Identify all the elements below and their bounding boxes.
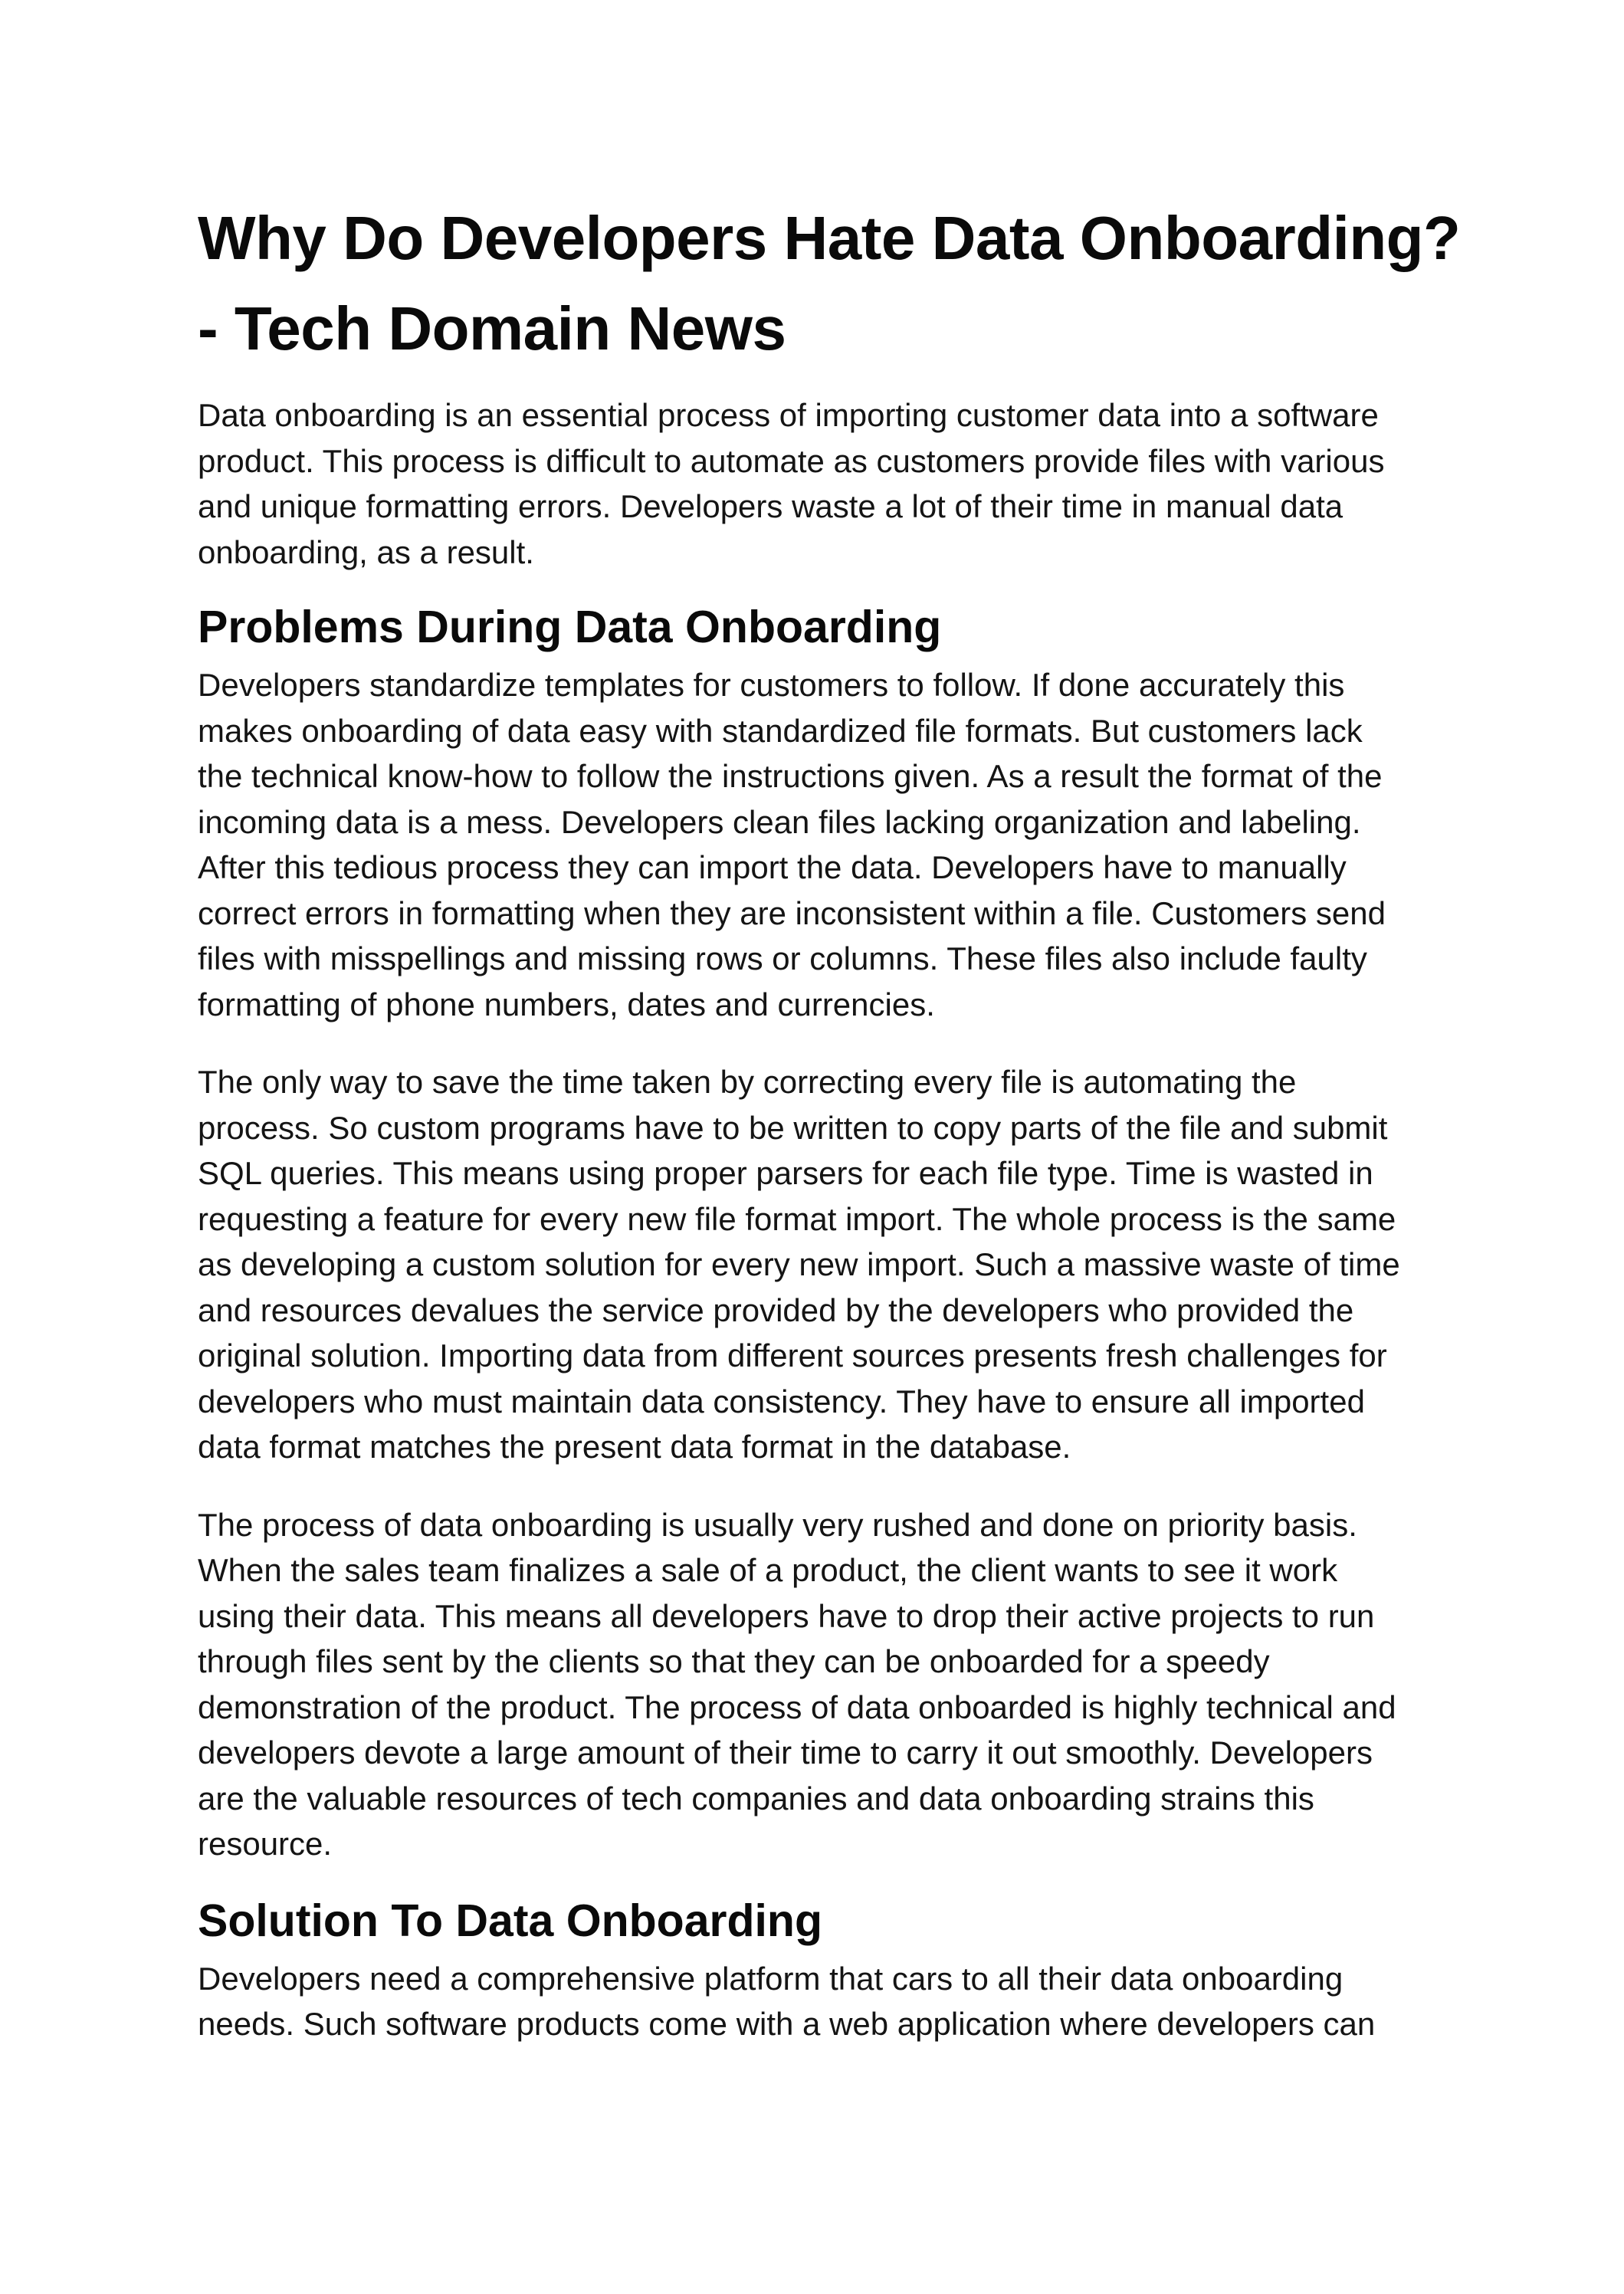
text-line: files with misspellings and missing rows or columns. These files also include faulty <box>198 940 1367 976</box>
text-line: process. So custom programs have to be written to copy parts of the file and submit <box>198 1109 1388 1146</box>
text-line: as developing a custom solution for every new import. Such a massive waste of time <box>198 1246 1400 1282</box>
title-line: Why Do Developers Hate Data Onboarding? <box>198 204 1461 272</box>
text-line: When the sales team finalizes a sale of a product, the client wants to see it work <box>198 1552 1338 1588</box>
text-line: developers devote a large amount of their time to carry it out smoothly. Developers <box>198 1734 1373 1771</box>
section-heading-solution: Solution To Data Onboarding <box>198 1895 822 1946</box>
text-line: Developers standardize templates for customers to follow. If done accurately this <box>198 667 1345 703</box>
text-line: The only way to save the time taken by correcting every file is automating the <box>198 1064 1297 1100</box>
text-line: and resources devalues the service provided by the developers who provided the <box>198 1291 1354 1328</box>
text-line: makes onboarding of data easy with standardized file formats. But customers lack <box>198 712 1363 749</box>
text-line: using their data. This means all developers have to drop their active projects to run <box>198 1597 1375 1634</box>
problems-paragraph-2 <box>198 1059 1455 1470</box>
text-line: developers who must maintain data consistency. They have to ensure all imported <box>198 1383 1365 1419</box>
problems-paragraph-1 <box>198 662 1455 1027</box>
problems-paragraph-3 <box>198 1502 1455 1867</box>
text-line: formatting of phone numbers, dates and currencies. <box>198 986 935 1022</box>
article-title <box>198 193 1461 374</box>
intro-paragraph <box>198 392 1455 575</box>
document-page <box>198 193 1461 2047</box>
solution-paragraph-1 <box>198 1956 1455 2047</box>
text-line: requesting a feature for every new file format import. The whole process is the same <box>198 1200 1396 1237</box>
text-line: the technical know-how to follow the instructions given. As a result the format of the <box>198 758 1383 794</box>
title-line: - Tech Domain News <box>198 294 786 363</box>
text-line: data format matches the present data format in the database. <box>198 1429 1071 1465</box>
text-line: through files sent by the clients so that they can be onboarded for a speedy <box>198 1643 1270 1679</box>
text-line: needs. Such software products come with a web application where developers can <box>198 2006 1376 2042</box>
text-line: Developers need a comprehensive platform that cars to all their data onboarding <box>198 1960 1343 1997</box>
text-line: onboarding, as a result. <box>198 533 534 570</box>
text-line: Data onboarding is an essential process of importing customer data into a software <box>198 397 1379 433</box>
text-line: resource. <box>198 1826 333 1862</box>
text-line: original solution. Importing data from different sources presents fresh challenges for <box>198 1337 1387 1373</box>
text-line: correct errors in formatting when they are inconsistent within a file. Customers send <box>198 894 1386 931</box>
text-line: product. This process is difficult to automate as customers provide files with various <box>198 442 1385 479</box>
text-line: The process of data onboarding is usually very rushed and done on priority basis. <box>198 1506 1357 1543</box>
text-line: and unique formatting errors. Developers waste a lot of their time in manual data <box>198 488 1343 524</box>
text-line: are the valuable resources of tech companies and data onboarding strains this <box>198 1780 1314 1816</box>
text-line: incoming data is a mess. Developers clean files lacking organization and labeling. <box>198 803 1361 840</box>
text-line: SQL queries. This means using proper parsers for each file type. Time is wasted in <box>198 1155 1373 1191</box>
section-heading-problems: Problems During Data Onboarding <box>198 602 942 652</box>
text-line: demonstration of the product. The process of data onboarded is highly technical and <box>198 1689 1396 1725</box>
text-line: After this tedious process they can import the data. Developers have to manually <box>198 849 1347 885</box>
